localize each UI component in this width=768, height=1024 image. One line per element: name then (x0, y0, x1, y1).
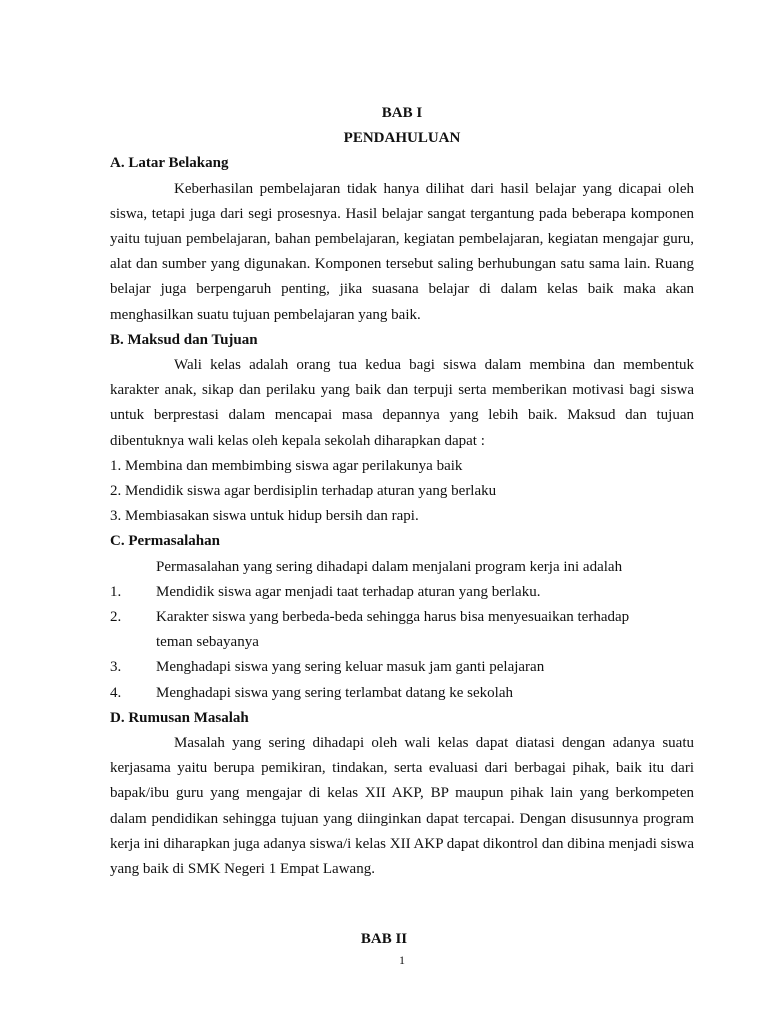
section-a-paragraph: Keberhasilan pembelajaran tidak hanya dilihat dari hasil belajar yang dicapai oleh siswa, tetapi juga dari segi prosesnya. Hasil belajar sangat tergantung pada beberapa komponen yaitu tujuan pembelajaran, bahan pembelajaran, kegiatan pembelajaran, kegiatan mengajar guru, alat dan sumber yang digunakan. Komponen tersebut saling berhubungan satu sama lain. Ruang belajar juga berpengaruh penting, jika suasana belajar di dalam kelas baik maka akan menghasilkan suatu tujuan pembelajaran yang baik. (110, 180, 694, 323)
section-d-paragraph: Masalah yang sering dihadapi oleh wali kelas dapat diatasi dengan adanya suatu kerjasama yaitu berupa pemikiran, tindakan, serta evaluasi dari berbagai pihak, baik itu dari bapak/ibu guru yang mengajar di kelas XII AKP, BP maupun pihak lain yang berkompeten dalam pendidikan sehingga tujuan yang diinginkan dapat tercapai. Dengan disusunnya program kerja ini diharapkan juga adanya siswa/i kelas XII AKP dapat dikontrol dan dibina menjadi siswa yang baik di SMK Negeri 1 Empat Lawang. (110, 735, 694, 878)
section-d-heading: D. Rumusan Masalah (110, 709, 249, 726)
section-c-list-item (110, 580, 694, 605)
section-b-paragraph: Wali kelas adalah orang tua kedua bagi siswa dalam membina dan membentuk karakter anak, sikap dan perilaku yang baik dan terpuji serta memberikan motivasi bagi siswa untuk berprestasi dalam mencapai masa depannya yang lebih baik. Maksud dan tujuan dibentuknya wali kelas oleh kepala sekolah diharapkan dapat : (110, 357, 694, 449)
list-item-text: Mendidik siswa agar menjadi taat terhadap aturan yang berlaku. (156, 583, 541, 600)
section-c-heading: C. Permasalahan (110, 533, 220, 550)
section-b-list-item: 1. Membina dan membimbing siswa agar perilakunya baik (110, 457, 463, 474)
chapter-label: BAB I (381, 105, 423, 121)
section-b-heading: B. Maksud dan Tujuan (110, 331, 258, 348)
list-item-number: 2. (110, 609, 122, 626)
page-number: 1 (399, 953, 405, 967)
list-item-text: Menghadapi siswa yang sering keluar masuk jam ganti pelajaran (156, 659, 545, 676)
next-chapter-label: BAB II (360, 931, 408, 947)
section-a-heading: A. Latar Belakang (110, 155, 229, 172)
section-c-list-item (110, 655, 694, 680)
section-c-list-item (110, 605, 694, 655)
section-b-list-item: 2. Mendidik siswa agar berdisiplin terhadap aturan yang berlaku (110, 483, 497, 500)
chapter-title: PENDAHULUAN (343, 130, 461, 147)
list-item-text: Menghadapi siswa yang sering terlambat datang ke sekolah (156, 684, 513, 701)
section-c-intro: Permasalahan yang sering dihadapi dalam menjalani program kerja ini adalah (156, 558, 623, 575)
list-item-text: Karakter siswa yang berbeda-beda sehingga harus bisa menyesuaikan terhadap teman sebayanya (156, 609, 630, 651)
section-c-list-item (110, 681, 694, 706)
list-item-number: 1. (110, 583, 122, 600)
section-b-list-item: 3. Membiasakan siswa untuk hidup bersih dan rapi. (110, 508, 419, 525)
list-item-number: 4. (110, 684, 122, 701)
list-item-number: 3. (110, 659, 122, 676)
page-content (110, 101, 694, 882)
